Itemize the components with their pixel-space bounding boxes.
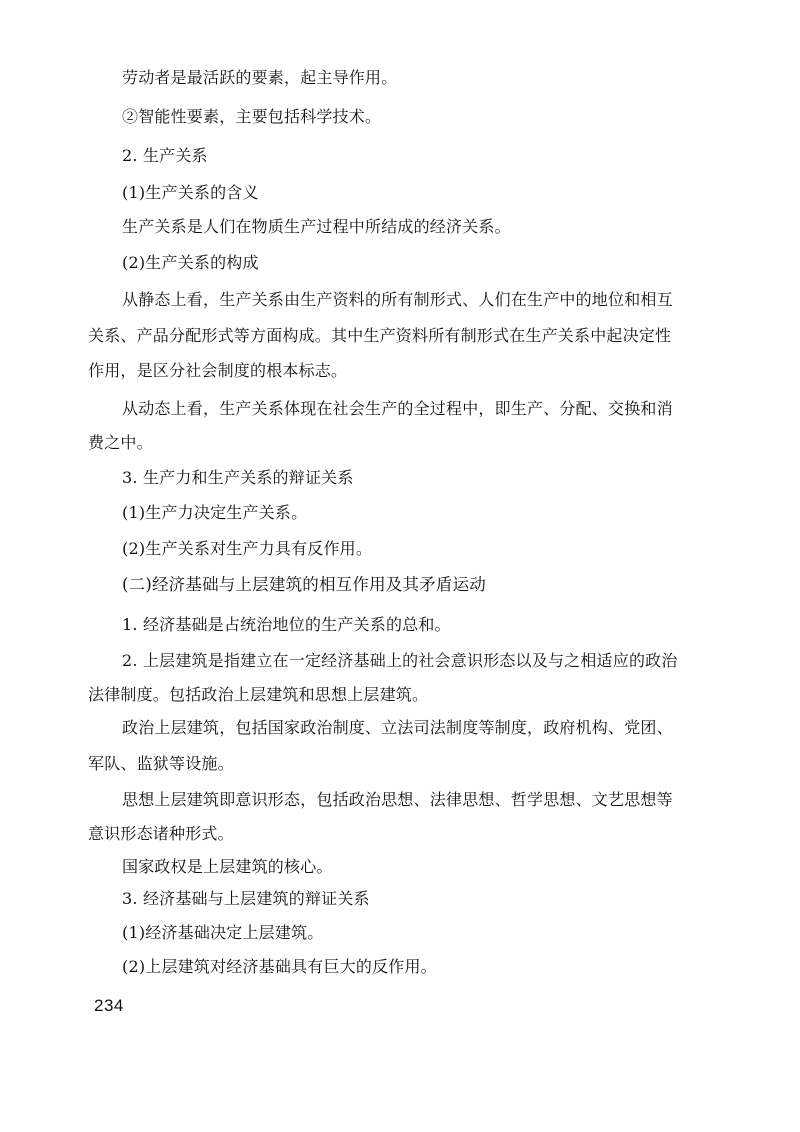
paragraph-line: 意识形态诸种形式。 bbox=[88, 824, 234, 843]
paragraph-line: 从静态上看，生产关系由生产资料的所有制形式、人们在生产中的地位和相互 bbox=[122, 290, 673, 309]
paragraph-line: ②智能性要素，主要包括科学技术。 bbox=[122, 107, 382, 126]
paragraph-line: 政治上层建筑，包括国家政治制度、立法司法制度等制度，政府机构、党团、 bbox=[122, 718, 673, 737]
subsection-heading: 3. 生产力和生产关系的辩证关系 bbox=[122, 468, 354, 487]
list-item: (2)上层建筑对经济基础具有巨大的反作用。 bbox=[122, 957, 437, 976]
subsection-heading: 3. 经济基础与上层建筑的辩证关系 bbox=[122, 889, 370, 908]
paragraph-line: 劳动者是最活跃的要素，起主导作用。 bbox=[122, 68, 398, 87]
page-number: 234 bbox=[94, 996, 124, 1015]
paragraph-line: 1. 经济基础是占统治地位的生产关系的总和。 bbox=[122, 615, 451, 634]
paragraph-line: 法律制度。包括政治上层建筑和思想上层建筑。 bbox=[88, 685, 429, 704]
subsection-heading: (1)生产关系的含义 bbox=[122, 183, 259, 202]
paragraph-line: 军队、监狱等设施。 bbox=[88, 754, 234, 773]
list-item: (1)经济基础决定上层建筑。 bbox=[122, 923, 324, 942]
paragraph-line: 国家政权是上层建筑的核心。 bbox=[122, 857, 333, 876]
list-item: (1)生产力决定生产关系。 bbox=[122, 503, 308, 522]
list-item: (2)生产关系对生产力具有反作用。 bbox=[122, 539, 373, 558]
paragraph-line: 关系、产品分配形式等方面构成。其中生产资料所有制形式在生产关系中起决定性 bbox=[88, 326, 672, 345]
section-heading: (二)经济基础与上层建筑的相互作用及其矛盾运动 bbox=[122, 575, 486, 594]
paragraph-line: 从动态上看，生产关系体现在社会生产的全过程中，即生产、分配、交换和消 bbox=[122, 399, 673, 418]
subsection-heading: 2. 生产关系 bbox=[122, 146, 208, 165]
paragraph-line: 2. 上层建筑是指建立在一定经济基础上的社会意识形态以及与之相适应的政治 bbox=[122, 651, 678, 670]
paragraph-line: 作用，是区分社会制度的根本标志。 bbox=[88, 361, 348, 380]
paragraph-line: 思想上层建筑即意识形态，包括政治思想、法律思想、哲学思想、文艺思想等 bbox=[122, 790, 673, 809]
paragraph-line: 生产关系是人们在物质生产过程中所结成的经济关系。 bbox=[122, 217, 511, 236]
subsection-heading: (2)生产关系的构成 bbox=[122, 253, 259, 272]
paragraph-line: 费之中。 bbox=[88, 433, 153, 452]
